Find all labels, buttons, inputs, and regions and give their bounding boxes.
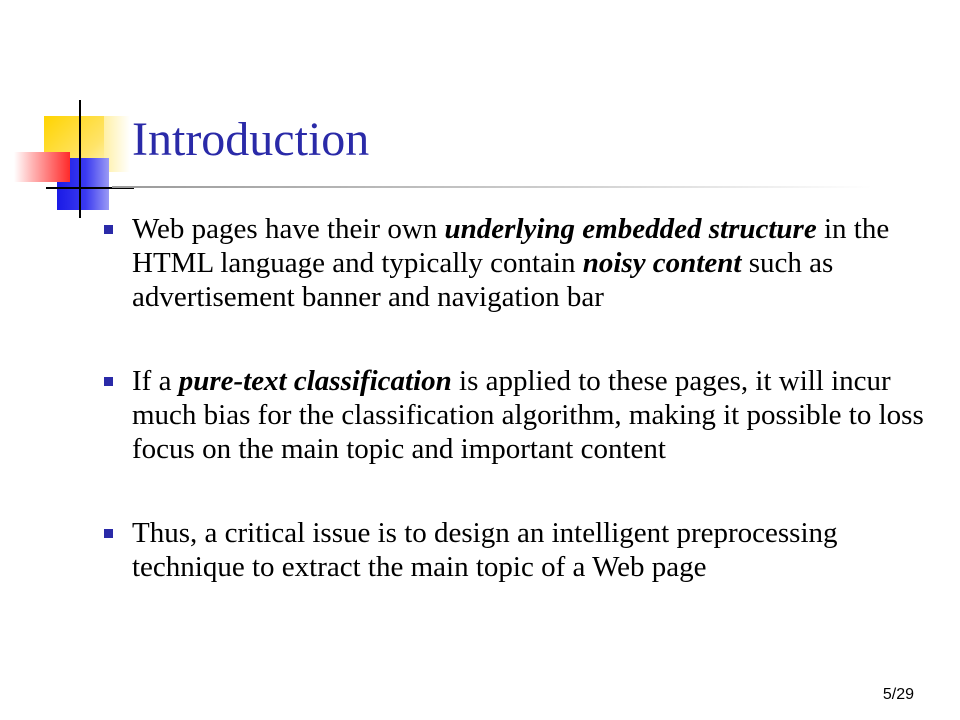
bullet-text: Thus, a critical issue is to design an intelligent preprocessing technique to extract the main topic of a Web page	[132, 517, 838, 583]
bullet-text: Web pages have their own	[132, 213, 445, 245]
bullet-item	[132, 212, 932, 314]
emphasis-pure-text-classification: pure-text classification	[178, 365, 452, 397]
vertical-line	[79, 100, 81, 218]
square-bullet-icon	[104, 377, 113, 386]
square-bullet-icon	[104, 225, 113, 234]
slide-title: Introduction	[132, 113, 370, 166]
page-number: 5/29	[882, 686, 914, 703]
red-bar	[14, 152, 70, 182]
bullet-text: is applied to these pages, it will incur much bias for the classification algorithm, making it possible to loss focus on the main topic and important content	[132, 365, 924, 465]
bullet-text: in the HTML language and typically contain	[132, 213, 890, 279]
bullet-item	[132, 364, 932, 466]
decorative-squares-logo	[0, 100, 140, 220]
square-bullet-icon	[104, 529, 113, 538]
emphasis-noisy-content: noisy content	[582, 247, 742, 279]
bullet-text: If a	[132, 365, 179, 397]
bullet-item	[132, 516, 932, 584]
title-underline	[112, 186, 872, 188]
emphasis-underlying-embedded-structure: underlying embedded structure	[444, 213, 817, 245]
bullet-text: such as advertisement banner and navigation bar	[132, 247, 834, 313]
